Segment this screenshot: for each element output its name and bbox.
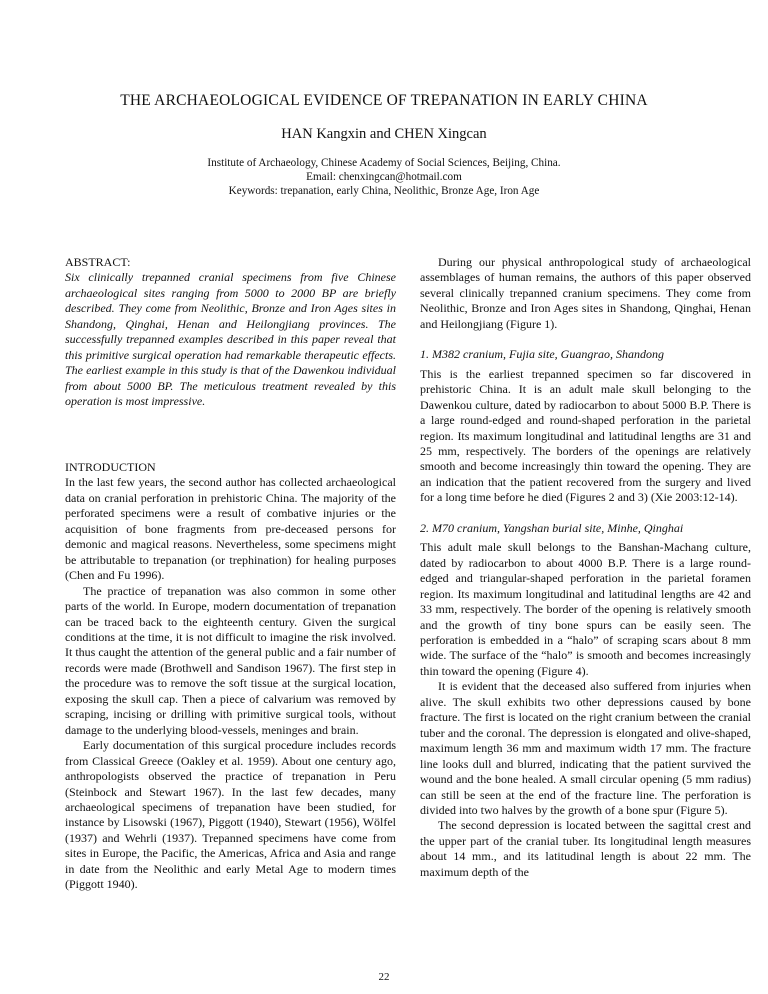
abstract-block [65,255,396,410]
intro-paragraph-1: In the last few years, the second author has collected archaeological data on cranial perforation in prehistoric China. The majority of the perforated specimens were a result of combative injuries or the acquisition of bone fragments from pre-deceased persons for demonic and magical reasons. Nevertheless, some specimens might be attributable to trepanation (or trephination) for healing purposes (Chen and Fu 1996). [65,475,396,583]
page-number: 22 [378,971,390,983]
introduction-heading: INTRODUCTION [65,460,156,474]
keywords: Keywords: trepanation, early China, Neolithic, Bronze Age, Iron Age [228,185,540,197]
right-column [420,255,751,880]
right-intro-paragraph: During our physical anthropological study of archaeological assemblages of human remains, the authors of this paper observed several clinically trepanned cranium specimens. They come from Neolithic, Bronze and Iron Ages sites in Shandong, Qinghai, Henan and Heilongjiang (Figure 1). [420,255,751,331]
section-2-heading: 2. M70 cranium, Yangshan burial site, Minhe, Qinghai [420,520,684,535]
section-2-paragraph-2: It is evident that the deceased also suffered from injuries when alive. The skull exhibits two other depressions caused by bone fracture. The first is located on the right cranium between the cranial tuber and the coronal. The depression is elongated and olive-shaped, maximum length 36 mm and maximum width 17 mm. The fracture line looks dull and blurred, indicating that the patient survived the wound and the bone healed. A small circular opening (5 mm radius) can still be seen at the end of the fracture line. The perforation is divided into two halves by the growth of a bone spur (Figure 5). [420,679,751,817]
abstract-text: Six clinically trepanned cranial specimens from five Chinese archaeological sites ranging from 5000 to 2000 BP are briefly described. They come from Neolithic, Bronze and Iron Ages sites in Shandong, Qinghai, Henan and Heilongjiang provinces. The successfully trepanned examples described in this paper reveal that this primitive surgical operation had remarkable therapeutic effects. The earliest example in this study is that of the Dawenkou individual from about 5000 BP. The meticulous treatment revealed by this operation is most impressive. [65,270,396,409]
introduction-section [65,460,396,893]
paper-title: THE ARCHAEOLOGICAL EVIDENCE OF TREPANATION IN EARLY CHINA [120,92,648,109]
section-1-text: This is the earliest trepanned specimen so far discovered in prehistoric China. It is an adult male skull belonging to the Dawenkou culture, dated by radiocarbon to about 5000 B.P. There is a large round-edged and round-shaped perforation in the parietal region. Its maximum longitudinal and latitudinal lengths are 31 and 25 mm, respectively. The borders of the openings are relatively smooth and become increasingly thin toward the opening. They are an indication that the patient recovered from the surgery and lived for a long time before he died (Figures 2 and 3) (Xie 2003:12-14). [420,366,751,505]
author-line: HAN Kangxin and CHEN Xingcan [281,126,487,142]
affiliation-block [0,156,768,198]
section-1-heading: 1. M382 cranium, Fujia site, Guangrao, Shandong [420,347,664,362]
section-2-paragraph-1: This adult male skull belongs to the Banshan-Machang culture, dated by radiocarbon to about 4000 B.P. There is a large round-edged and triangular-shaped perforation in the parietal foramen region. Its maximum longitudinal and latitudinal lengths are 42 and 33 mm, respectively. The border of the opening is relatively smooth and the growth of tiny bone spurs can be easily seen. The perforation is embedded in a “halo” of scraping scars about 8 mm wide. The surface of the “halo” is smooth and becomes increasingly thin toward the opening (Figure 4). [420,540,751,678]
intro-paragraph-3: Early documentation of this surgical procedure includes records from Classical Greece (Oakley et al. 1959). About one century ago, anthropologists observed the practice of trepanation in Peru (Steinbock and Stewart 1967). In the last few decades, many archaeological specimens of trepanation have been studied, for instance by Lisowski (1967), Piggott (1940), Stewart (1956), Wölfel (1937) and Wehrli (1937). Trepanned specimens have come from sites in Europe, the Pacific, the Americas, Africa and Asia and range in date from the Neolithic and early Metal Age to modern times (Piggott 1940). [65,738,396,892]
section-2-paragraph-3: The second depression is located between the sagittal crest and the upper part of the cranial tuber. Its longitudinal length measures about 14 mm., and its latitudinal length is about 22 mm. The maximum depth of the [420,818,751,879]
institution: Institute of Archaeology, Chinese Academy of Social Sciences, Beijing, China. [207,157,561,169]
email: Email: chenxingcan@hotmail.com [306,171,462,183]
abstract-label: ABSTRACT: [65,255,131,269]
intro-paragraph-2: The practice of trepanation was also common in some other parts of the world. In Europe, modern documentation of trepanation can be traced back to the eighteenth century. Given the surgical conditions at the time, it is not difficult to imagine the risk involved. It thus caught the attention of the general public and a fair number of records were made (Brothwell and Sandison 1967). The first step in the procedure was to remove the soft tissue at the surgical location, exposing the skull cap. Then a piece of calvarium was removed by scraping, incising or drilling with primitive surgical tools, without damage to the underlying blood-vessels, meninges and brain. [65,583,396,737]
